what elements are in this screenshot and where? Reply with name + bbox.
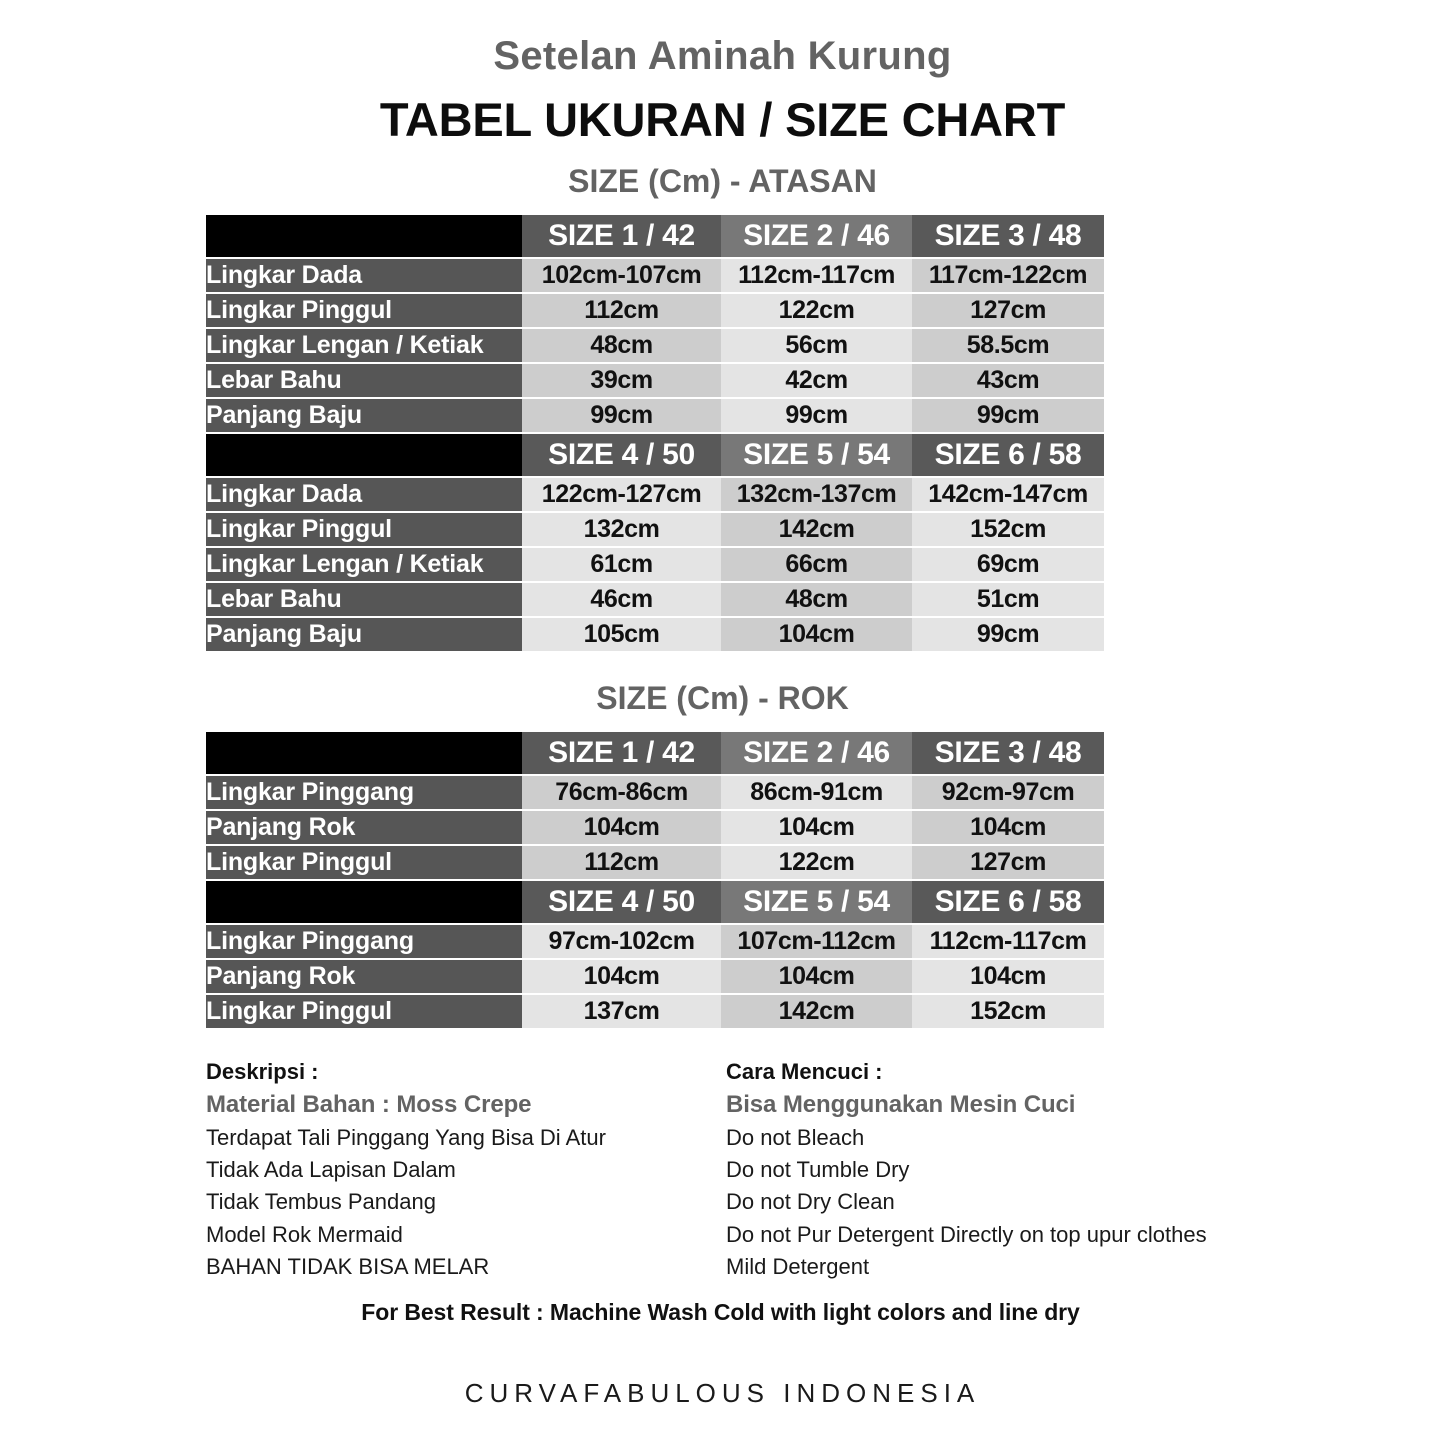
measurement-value: 104cm — [912, 960, 1104, 993]
header-spacer-cell — [206, 215, 522, 257]
measurement-value: 132cm-137cm — [721, 478, 912, 511]
measurement-value: 48cm — [522, 329, 721, 362]
measurement-value: 127cm — [912, 294, 1104, 327]
measurement-label: Lingkar Dada — [206, 259, 522, 292]
measurement-label: Panjang Baju — [206, 618, 522, 651]
measurement-value: 99cm — [912, 618, 1104, 651]
measurement-value: 142cm-147cm — [912, 478, 1104, 511]
measurement-value: 104cm — [721, 618, 912, 651]
description-column — [206, 1056, 726, 1283]
table-row — [206, 399, 1104, 432]
measurement-value: 86cm-91cm — [721, 776, 912, 809]
measurement-value: 132cm — [522, 513, 721, 546]
measurement-label: Panjang Rok — [206, 960, 522, 993]
measurement-value: 102cm-107cm — [522, 259, 721, 292]
measurement-value: 39cm — [522, 364, 721, 397]
table-row — [206, 846, 1104, 879]
info-line: Do not Bleach — [726, 1125, 865, 1151]
description-material: Material Bahan : Moss Crepe — [206, 1091, 532, 1119]
measurement-label: Lebar Bahu — [206, 364, 522, 397]
table-row — [206, 364, 1104, 397]
measurement-value: 97cm-102cm — [522, 925, 721, 958]
measurement-value: 122cm — [721, 846, 912, 879]
measurement-value: 76cm-86cm — [522, 776, 721, 809]
measurement-label: Lingkar Pinggul — [206, 846, 522, 879]
measurement-label: Lingkar Lengan / Ketiak — [206, 329, 522, 362]
table-row — [206, 513, 1104, 546]
measurement-label: Lingkar Pinggul — [206, 294, 522, 327]
measurement-value: 58.5cm — [912, 329, 1104, 362]
section-title-rok: SIZE (Cm) - ROK — [596, 679, 849, 716]
atasan-size-table — [206, 213, 1104, 653]
size-column-header: SIZE 6 / 58 — [912, 881, 1104, 923]
size-header-row — [206, 732, 1104, 774]
measurement-value: 104cm — [522, 960, 721, 993]
best-result-note: For Best Result : Machine Wash Cold with light colors and line dry — [361, 1298, 1080, 1325]
size-column-header: SIZE 2 / 46 — [721, 215, 912, 257]
atasan-table-wrap — [206, 213, 1104, 653]
measurement-value: 152cm — [912, 513, 1104, 546]
measurement-value: 104cm — [912, 811, 1104, 844]
page-title: TABEL UKURAN / SIZE CHART — [379, 93, 1066, 146]
size-column-header: SIZE 4 / 50 — [522, 881, 721, 923]
size-header-row — [206, 215, 1104, 257]
washing-lines — [726, 1122, 1286, 1283]
info-line: Do not Pur Detergent Directly on top upur clothes — [726, 1221, 1207, 1247]
description-lines — [206, 1122, 726, 1283]
info-line: BAHAN TIDAK BISA MELAR — [206, 1253, 490, 1279]
measurement-value: 122cm — [721, 294, 912, 327]
measurement-value: 104cm — [522, 811, 721, 844]
measurement-value: 137cm — [522, 995, 721, 1028]
footer-brand: CURVAFABULOUS INDONESIA — [464, 1377, 981, 1408]
measurement-value: 104cm — [721, 811, 912, 844]
table-row — [206, 811, 1104, 844]
size-column-header: SIZE 1 / 42 — [522, 215, 721, 257]
table-row — [206, 478, 1104, 511]
washing-heading: Cara Mencuci : — [726, 1059, 883, 1085]
measurement-value: 92cm-97cm — [912, 776, 1104, 809]
info-line: Do not Dry Clean — [726, 1189, 895, 1215]
info-line: Model Rok Mermaid — [206, 1221, 403, 1247]
measurement-value: 142cm — [721, 995, 912, 1028]
measurement-label: Panjang Rok — [206, 811, 522, 844]
measurement-value: 142cm — [721, 513, 912, 546]
table-row — [206, 583, 1104, 616]
measurement-label: Lingkar Pinggang — [206, 925, 522, 958]
description-heading: Deskripsi : — [206, 1059, 319, 1085]
measurement-label: Lingkar Lengan / Ketiak — [206, 548, 522, 581]
table-row — [206, 960, 1104, 993]
washing-highlight: Bisa Menggunakan Mesin Cuci — [726, 1091, 1076, 1119]
measurement-value: 99cm — [912, 399, 1104, 432]
size-column-header: SIZE 5 / 54 — [721, 881, 912, 923]
rok-size-table — [206, 730, 1104, 1030]
rok-table-wrap — [206, 730, 1104, 1030]
measurement-value: 105cm — [522, 618, 721, 651]
measurement-value: 99cm — [721, 399, 912, 432]
measurement-label: Lingkar Dada — [206, 478, 522, 511]
info-line: Terdapat Tali Pinggang Yang Bisa Di Atur — [206, 1125, 606, 1151]
measurement-label: Panjang Baju — [206, 399, 522, 432]
measurement-label: Lingkar Pinggul — [206, 995, 522, 1028]
measurement-value: 104cm — [721, 960, 912, 993]
brand-title: Setelan Aminah Kurung — [493, 34, 952, 78]
measurement-value: 46cm — [522, 583, 721, 616]
measurement-value: 66cm — [721, 548, 912, 581]
washing-column — [726, 1056, 1286, 1283]
size-column-header: SIZE 1 / 42 — [522, 732, 721, 774]
table-row — [206, 925, 1104, 958]
table-row — [206, 259, 1104, 292]
size-header-row — [206, 881, 1104, 923]
info-line: Tidak Ada Lapisan Dalam — [206, 1157, 456, 1183]
header-spacer-cell — [206, 881, 522, 923]
measurement-value: 107cm-112cm — [721, 925, 912, 958]
measurement-value: 99cm — [522, 399, 721, 432]
header-spacer-cell — [206, 434, 522, 476]
measurement-value: 117cm-122cm — [912, 259, 1104, 292]
size-header-row — [206, 434, 1104, 476]
info-line: Tidak Tembus Pandang — [206, 1189, 436, 1215]
size-column-header: SIZE 4 / 50 — [522, 434, 721, 476]
measurement-value: 61cm — [522, 548, 721, 581]
header-spacer-cell — [206, 732, 522, 774]
table-row — [206, 294, 1104, 327]
measurement-value: 127cm — [912, 846, 1104, 879]
section-title-atasan: SIZE (Cm) - ATASAN — [568, 162, 877, 199]
size-column-header: SIZE 3 / 48 — [912, 732, 1104, 774]
measurement-value: 51cm — [912, 583, 1104, 616]
measurement-value: 56cm — [721, 329, 912, 362]
table-row — [206, 548, 1104, 581]
table-row — [206, 329, 1104, 362]
table-row — [206, 618, 1104, 651]
measurement-label: Lingkar Pinggul — [206, 513, 522, 546]
measurement-value: 122cm-127cm — [522, 478, 721, 511]
measurement-value: 112cm — [522, 846, 721, 879]
measurement-value: 112cm-117cm — [912, 925, 1104, 958]
info-line: Do not Tumble Dry — [726, 1157, 910, 1183]
measurement-value: 112cm — [522, 294, 721, 327]
measurement-value: 152cm — [912, 995, 1104, 1028]
measurement-label: Lebar Bahu — [206, 583, 522, 616]
measurement-value: 43cm — [912, 364, 1104, 397]
table-row — [206, 995, 1104, 1028]
measurement-value: 48cm — [721, 583, 912, 616]
size-column-header: SIZE 3 / 48 — [912, 215, 1104, 257]
size-column-header: SIZE 2 / 46 — [721, 732, 912, 774]
measurement-label: Lingkar Pinggang — [206, 776, 522, 809]
size-column-header: SIZE 5 / 54 — [721, 434, 912, 476]
table-row — [206, 776, 1104, 809]
info-section — [0, 1056, 1445, 1326]
size-column-header: SIZE 6 / 58 — [912, 434, 1104, 476]
measurement-value: 69cm — [912, 548, 1104, 581]
info-line: Mild Detergent — [726, 1253, 870, 1279]
measurement-value: 112cm-117cm — [721, 259, 912, 292]
measurement-value: 42cm — [721, 364, 912, 397]
